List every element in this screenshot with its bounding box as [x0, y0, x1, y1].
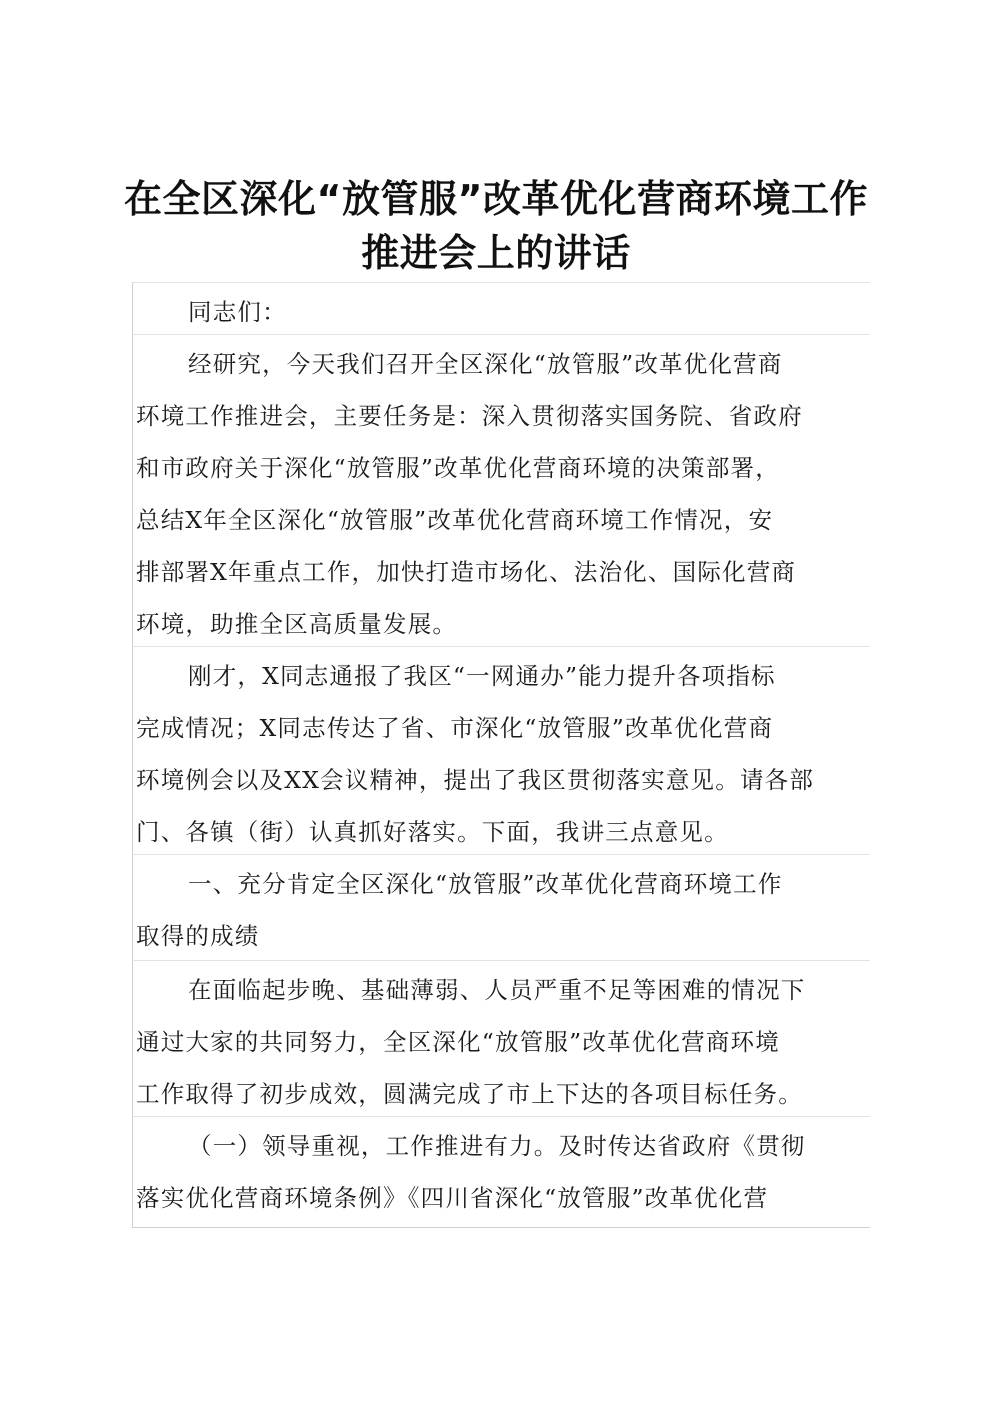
paragraph-1 — [136, 338, 866, 650]
section-heading-1 — [136, 858, 866, 962]
paragraph-line: 工作取得了初步成效，圆满完成了市上下达的各项目标任务。 — [136, 1080, 803, 1108]
title-line-1: 在全区深化“放管服”改革优化营商环境工作 — [124, 177, 868, 221]
paragraph-line: （一）领导重视，工作推进有力。及时传达省政府《贯彻 — [136, 1120, 866, 1172]
heading-line: 取得的成绩 — [136, 922, 260, 950]
paragraph-line: 经研究，今天我们召开全区深化“放管服”改革优化营商 — [136, 338, 866, 390]
body-bottom-border — [132, 1227, 870, 1228]
paragraph-line: 在面临起步晚、基础薄弱、人员严重不足等困难的情况下 — [136, 964, 866, 1016]
paragraph-line: 环境工作推进会，主要任务是：深入贯彻落实国务院、省政府 — [136, 390, 866, 442]
salutation — [136, 286, 866, 338]
row-divider — [132, 854, 870, 855]
heading-line: 一、充分肯定全区深化“放管服”改革优化营商环境工作 — [136, 858, 866, 910]
paragraph-3 — [136, 964, 866, 1120]
paragraph-line: 通过大家的共同努力，全区深化“放管服”改革优化营商环境 — [136, 1016, 866, 1068]
row-divider — [132, 334, 870, 335]
paragraph-line: 环境，助推全区高质量发展。 — [136, 610, 458, 638]
body-left-border — [132, 282, 133, 1228]
paragraph-line: 门、各镇（街）认真抓好落实。下面，我讲三点意见。 — [136, 818, 729, 846]
row-divider — [132, 960, 870, 961]
document-body — [132, 282, 870, 1228]
paragraph-4 — [136, 1120, 866, 1224]
paragraph-line: 排部署X年重点工作，加快打造市场化、法治化、国际化营商 — [136, 546, 866, 598]
paragraph-line: 完成情况；X同志传达了省、市深化“放管服”改革优化营商 — [136, 702, 866, 754]
paragraph-line: 环境例会以及XX会议精神，提出了我区贯彻落实意见。请各部 — [136, 754, 866, 806]
row-divider — [132, 282, 870, 283]
paragraph-line: 和市政府关于深化“放管服”改革优化营商环境的决策部署， — [136, 442, 866, 494]
paragraph-2 — [136, 650, 866, 858]
paragraph-line: 落实优化营商环境条例》《四川省深化“放管服”改革优化营 — [136, 1172, 866, 1224]
row-divider — [132, 1116, 870, 1117]
salutation-line: 同志们： — [188, 298, 287, 326]
row-divider — [132, 646, 870, 647]
document-title — [0, 172, 992, 280]
paragraph-line: 总结X年全区深化“放管服”改革优化营商环境工作情况，安 — [136, 494, 866, 546]
paragraph-line: 刚才，X同志通报了我区“一网通办”能力提升各项指标 — [136, 650, 866, 702]
title-line-2: 推进会上的讲话 — [361, 231, 631, 275]
